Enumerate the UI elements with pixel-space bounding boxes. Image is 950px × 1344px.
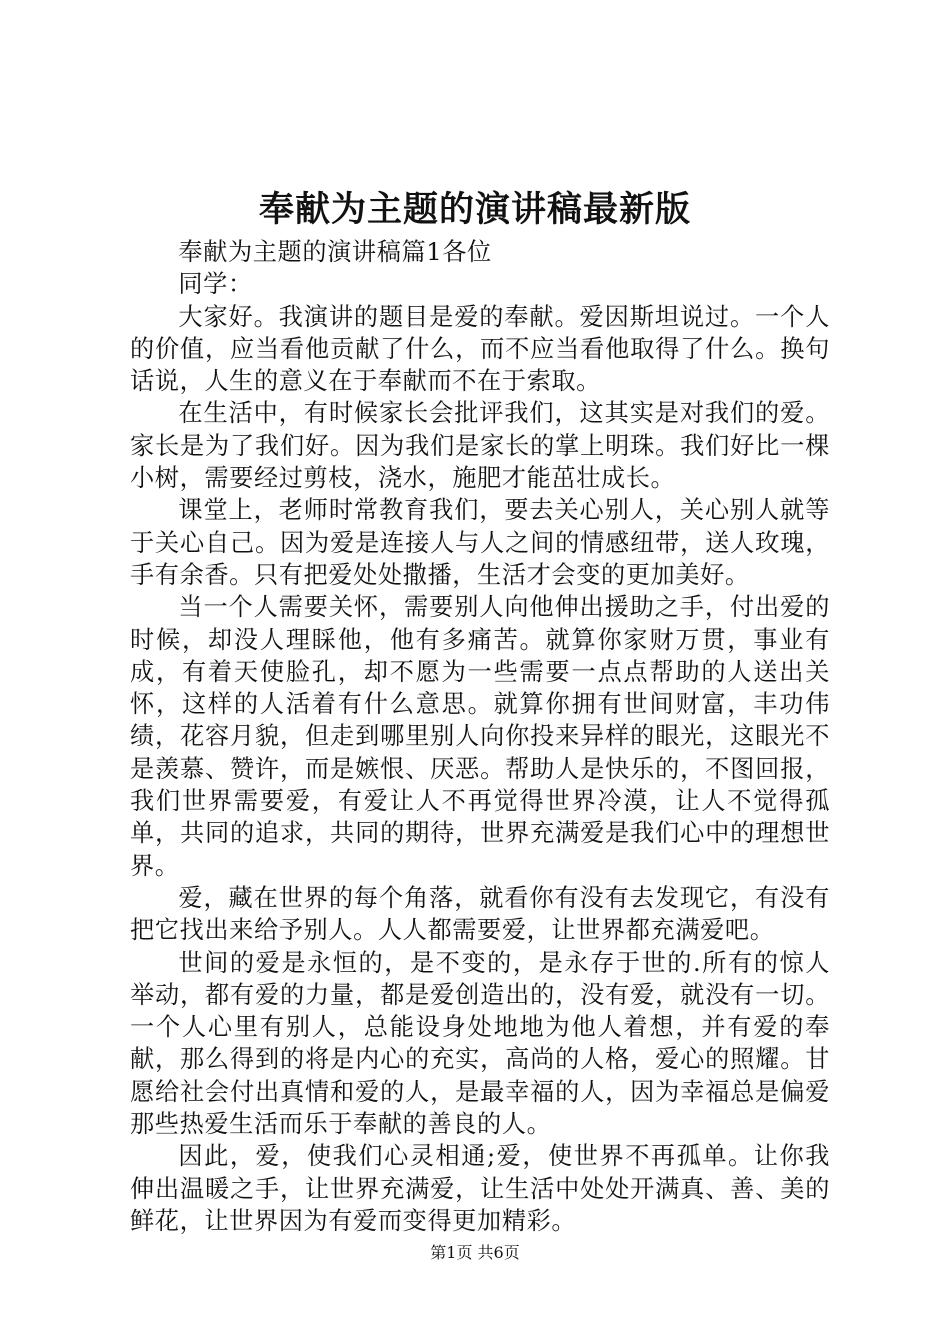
paragraph: 世间的爱是永恒的，是不变的，是永存于世的.所有的惊人举动，都有爱的力量，都是爱创造出的，没有爱，就没有一切。一个人心里有别人，总能设身处地地为他人着想，并有爱的奉献，那么得到的将是内心的充实，高尚的人格，爱心的照耀。甘愿给社会付出真情和爱的人，是最幸福的人，因为幸福总是偏爱那些热爱生活而乐于奉献的善良的人。 (130, 948, 830, 1139)
paragraph: 因此，爱，使我们心灵相通;爱，使世界不再孤单。让你我伸出温暖之手，让世界充满爱，让生活中处处开满真、善、美的鲜花，让世界因为有爱而变得更加精彩。 (130, 1142, 830, 1235)
paragraph: 奉献为主题的演讲稿篇1各位 (178, 238, 492, 266)
paragraph: 大家好。我演讲的题目是爱的奉献。爱因斯坦说过。一个人的价值，应当看他贡献了什么，而不应当看他取得了什么。换句话说，人生的意义在于奉献而不在于索取。 (130, 302, 830, 396)
paragraph: 同学： (178, 270, 253, 299)
paragraph: 在生活中，有时候家长会批评我们，这其实是对我们的爱。家长是为了我们好。因为我们是家长的掌上明珠。我们好比一棵小树，需要经过剪枝，浇水，施肥才能茁壮成长。 (130, 399, 830, 493)
document-title: 奉献为主题的演讲稿最新版 (258, 189, 691, 230)
paragraph: 课堂上，老师时常教育我们，要去关心别人，关心别人就等于关心自己。因为爱是连接人与人之间的情感纽带，送人玫瑰，手有余香。只有把爱处处撒播，生活才会变的更加美好。 (130, 496, 830, 589)
paragraph: 当一个人需要关怀，需要别人向他伸出援助之手，付出爱的时候，却没人理睬他，他有多痛苦。就算你家财万贯，事业有成，有着天使脸孔，却不愿为一些需要一点点帮助的人送出关怀，这样的人活着有什么意思。就算你拥有世间财富，丰功伟绩，花容月貌，但走到哪里别人向你投来异样的眼光，这眼光不是羡慕、赞许，而是嫉恨、厌恶。帮助人是快乐的，不图回报，我们世界需要爱，有爱让人不再觉得世界冷漠，让人不觉得孤单，共同的追求，共同的期待，世界充满爱是我们心中的理想世界。 (130, 593, 830, 880)
page-footer: 第1页 共6页 (430, 1243, 520, 1262)
paragraph: 爱，藏在世界的每个角落，就看你有没有去发现它，有没有把它找出来给予别人。人人都需要爱，让世界都充满爱吧。 (130, 883, 830, 945)
document-body (130, 236, 830, 1237)
